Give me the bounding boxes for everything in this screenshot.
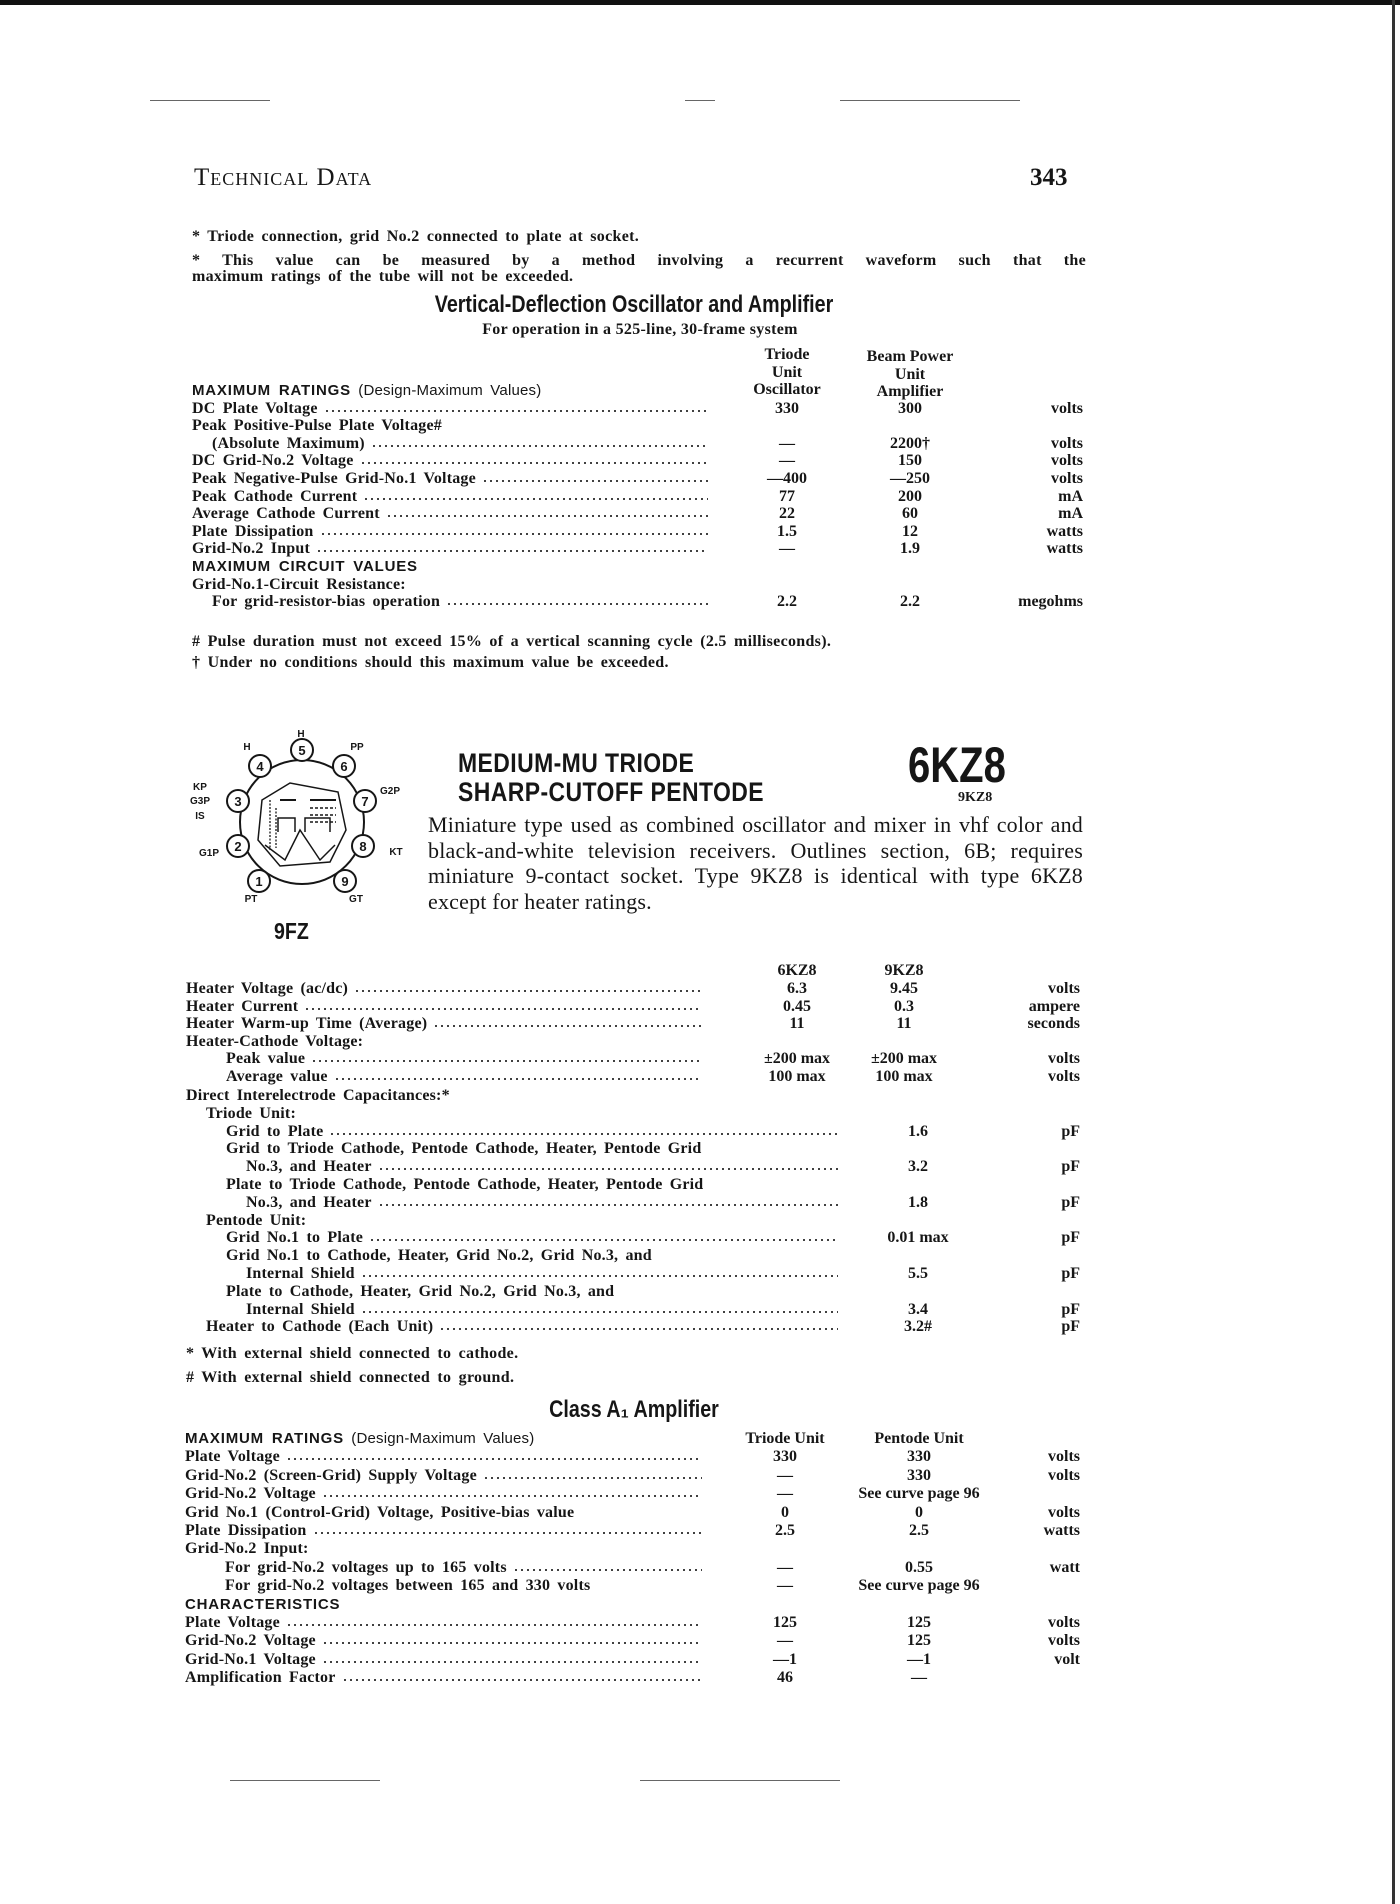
- footnote: * With external shield connected to cathode.: [186, 1345, 519, 1362]
- row-label-text: Grid to Triode Cathode, Pentode Cathode, Heater, Pentode Grid: [226, 1140, 702, 1158]
- column-header-triode-unit: Triode Unit: [745, 1430, 825, 1447]
- row-unit: pF: [1061, 1265, 1080, 1282]
- row-label: [185, 1430, 534, 1448]
- row-label-text: For grid-No.2 voltages up to 165 volts: [225, 1558, 507, 1576]
- table-row: [186, 1123, 1080, 1141]
- row-label-text: Heater-Cathode Voltage:: [186, 1032, 364, 1050]
- row-unit: pF: [1061, 1122, 1080, 1140]
- table-row: [186, 1283, 1080, 1301]
- row-unit: volt: [1054, 1650, 1080, 1668]
- dot-leader: [329, 1126, 838, 1136]
- row-value: 3.4: [908, 1300, 928, 1318]
- row-label-text: Peak Positive-Pulse Plate Voltage#: [192, 417, 442, 435]
- tube-alt-type: 9KZ8: [958, 790, 993, 805]
- row-value: 1.9: [900, 540, 920, 558]
- row-value: —: [779, 452, 795, 470]
- row-label-text: Heater Voltage (ac/dc): [186, 980, 349, 997]
- row-label-text: Grid-No.2 (Screen-Grid) Supply Voltage: [185, 1466, 477, 1484]
- pin-label: GT: [349, 894, 363, 905]
- row-value: 0: [915, 1503, 923, 1521]
- row-unit: mA: [1058, 487, 1083, 505]
- dot-leader: [378, 1161, 838, 1171]
- table-row: [185, 1632, 1080, 1650]
- dot-leader: [354, 983, 702, 993]
- row-value: ±200 max: [870, 1050, 938, 1068]
- row-value: 330: [907, 1466, 931, 1484]
- table-row: [185, 1614, 1080, 1632]
- row-value: —: [779, 434, 795, 452]
- row-unit: pF: [1061, 1229, 1080, 1247]
- dot-leader: [369, 1232, 838, 1242]
- footnote: * Triode connection, grid No.2 connected to plate at socket.: [192, 228, 640, 245]
- row-label-text: No.3, and Heater: [246, 1193, 372, 1211]
- row-label: [246, 1158, 838, 1176]
- pin-number: 5: [298, 743, 306, 758]
- row-label-text: Triode Unit:: [206, 1104, 296, 1122]
- pin-label: IS: [195, 811, 205, 822]
- row-label: [226, 1123, 838, 1141]
- row-label-text: Heater to Cathode (Each Unit): [206, 1318, 434, 1336]
- dot-leader: [361, 1304, 838, 1314]
- row-value: 11: [896, 1015, 912, 1033]
- table-row: [186, 1194, 1080, 1212]
- running-head: Technical Data: [194, 164, 373, 191]
- row-unit: pF: [1061, 1193, 1080, 1211]
- row-unit: volts: [1051, 452, 1083, 470]
- row-unit: volts: [1048, 980, 1080, 997]
- row-label-text: Grid-No.1 Voltage: [185, 1650, 316, 1668]
- row-value: 22: [779, 505, 795, 523]
- table-row: [186, 1158, 1080, 1176]
- row-label: [185, 1467, 702, 1485]
- row-value: 3.2: [908, 1158, 928, 1176]
- table-row: [186, 1229, 1080, 1247]
- row-value: 12: [902, 522, 918, 540]
- row-label-text: Amplification Factor: [185, 1669, 336, 1687]
- table-section-heading: [185, 1430, 1080, 1448]
- table-row: [185, 1504, 1080, 1522]
- row-label: [225, 1559, 702, 1577]
- table-row: [186, 1318, 1080, 1336]
- pin-label: H: [243, 742, 251, 753]
- row-value: 1.5: [777, 522, 797, 540]
- row-label-text: For grid-resistor-bias operation: [212, 593, 441, 611]
- row-value: 2.2: [777, 593, 797, 611]
- row-value: 100 max: [875, 1068, 933, 1085]
- row-label: [206, 1318, 838, 1336]
- dot-leader: [361, 1268, 838, 1278]
- row-label-text: (Absolute Maximum): [212, 434, 365, 452]
- row-label-text: Plate Dissipation: [192, 522, 314, 540]
- table-row: [186, 980, 1080, 998]
- row-value: —1: [907, 1650, 931, 1668]
- row-label: [206, 1212, 306, 1230]
- row-label: [226, 1050, 702, 1068]
- row-value: 11: [789, 1015, 805, 1033]
- row-label: [185, 1596, 340, 1614]
- row-unit: volts: [1048, 1614, 1080, 1631]
- footnote: † Under no conditions should this maximum value be exceeded.: [192, 654, 669, 671]
- row-value: 9.45: [890, 980, 918, 997]
- pin-number: 6: [340, 759, 348, 774]
- row-value: 2200†: [890, 434, 930, 452]
- table-row: [186, 1050, 1080, 1068]
- row-label: [226, 1247, 652, 1265]
- row-label: [186, 1015, 702, 1033]
- row-label: [185, 1632, 702, 1650]
- footnote: # Pulse duration must not exceed 15% of a vertical scanning cycle (2.5 milliseconds).: [192, 633, 832, 650]
- row-unit: volts: [1048, 1466, 1080, 1484]
- table-row: [185, 1448, 1080, 1466]
- row-label-text: Grid-No.2 Input: [192, 540, 311, 558]
- row-value: 46: [777, 1669, 793, 1687]
- row-label: [186, 1087, 450, 1105]
- table-row: [186, 1068, 1080, 1086]
- row-unit: volts: [1048, 1050, 1080, 1068]
- row-value: —: [777, 1577, 793, 1595]
- row-value: 60: [902, 505, 918, 523]
- table-row: [185, 1467, 1080, 1485]
- row-label: [185, 1504, 574, 1522]
- row-label-text: Grid-No.2 Input:: [185, 1540, 309, 1558]
- dot-leader: [483, 1470, 702, 1480]
- row-label: [186, 998, 702, 1016]
- row-label: [225, 1577, 590, 1595]
- row-unit: ampere: [1028, 997, 1080, 1015]
- row-label: [246, 1301, 838, 1319]
- row-unit: volts: [1048, 1503, 1080, 1521]
- tube-envelope: [240, 760, 367, 884]
- table-row: [186, 1140, 1080, 1158]
- pin-number: 1: [255, 874, 263, 889]
- row-label: [206, 1105, 296, 1123]
- table-row: [185, 1651, 1080, 1669]
- pin-label: PT: [244, 894, 258, 905]
- row-value: —: [777, 1558, 793, 1576]
- row-unit: volts: [1048, 1632, 1080, 1650]
- pin-label: G2P: [379, 786, 401, 797]
- row-label: [246, 1265, 838, 1283]
- dot-leader: [313, 1525, 702, 1535]
- dot-leader: [433, 1018, 702, 1028]
- row-label-text: For grid-No.2 voltages between 165 and 330 volts: [225, 1577, 591, 1595]
- row-label-suffix: (Design-Maximum Values): [343, 1430, 535, 1447]
- tube-title-line2: SHARP-CUTOFF PENTODE: [458, 777, 765, 807]
- pin-label: KP: [193, 782, 207, 793]
- row-label: [186, 980, 702, 998]
- column-header-line: Beam Power: [866, 348, 954, 365]
- row-unit: pF: [1061, 1318, 1080, 1336]
- row-value: 125: [907, 1632, 931, 1650]
- column-header-line: Triode: [764, 346, 810, 363]
- row-value: 6.3: [787, 980, 807, 997]
- pin-number: 9: [341, 874, 349, 889]
- row-label-text: Internal Shield: [246, 1300, 355, 1318]
- row-value: 77: [779, 487, 795, 505]
- footnote: * This value can be measured by a method involving a recurrent waveform such that the: [192, 252, 1086, 269]
- row-value: 1.8: [908, 1193, 928, 1211]
- row-label: [246, 1194, 838, 1212]
- table-row: [186, 1105, 1080, 1123]
- table-row: [186, 998, 1080, 1016]
- row-label-text: No.3, and Heater: [246, 1158, 372, 1176]
- row-value: 0.01 max: [887, 1229, 949, 1247]
- row-unit: volts: [1051, 399, 1083, 417]
- row-value: —400: [767, 470, 807, 487]
- row-value: 2.5: [909, 1522, 929, 1539]
- section-title: Class A₁ Amplifier: [549, 1396, 719, 1423]
- pin-label: G1P: [198, 848, 220, 859]
- row-unit: volts: [1048, 1448, 1080, 1466]
- row-value: 0.3: [894, 997, 914, 1015]
- pin-number: 7: [361, 794, 369, 809]
- table-row: [185, 1540, 1080, 1558]
- row-label-text: MAXIMUM RATINGS: [192, 382, 351, 399]
- table-row: [186, 1176, 1080, 1194]
- section-title: Vertical-Deflection Oscillator and Amplifier: [434, 291, 834, 318]
- row-value: 330: [775, 399, 799, 417]
- row-unit: volts: [1051, 434, 1083, 452]
- table-section-heading: [185, 1596, 1080, 1614]
- row-label-text: Grid-No.1-Circuit Resistance:: [192, 575, 406, 593]
- row-unit: seconds: [1027, 1015, 1080, 1033]
- row-label: [185, 1522, 702, 1540]
- footnote: maximum ratings of the tube will not be exceeded.: [192, 268, 574, 285]
- row-unit: volts: [1051, 470, 1083, 487]
- row-label: [226, 1283, 614, 1301]
- row-value: 0: [781, 1503, 789, 1521]
- column-header-6kz8: 6KZ8: [777, 962, 817, 979]
- row-label-text: Grid No.1 (Control-Grid) Voltage, Positive-bias value: [185, 1503, 575, 1521]
- row-value: 100 max: [768, 1068, 826, 1085]
- row-label-text: Direct Interelectrode Capacitances:*: [186, 1087, 450, 1104]
- pin-number: 2: [234, 839, 242, 854]
- pin-number: 4: [256, 759, 264, 774]
- row-label: [186, 1033, 363, 1051]
- tube-shield: [258, 783, 346, 866]
- row-label: [185, 1651, 702, 1669]
- row-label-text: Grid to Plate: [226, 1122, 324, 1140]
- dot-leader: [342, 1672, 702, 1682]
- row-label: [226, 1229, 838, 1247]
- row-label: [185, 1669, 702, 1687]
- row-unit: watts: [1043, 1522, 1080, 1539]
- row-label: [185, 1448, 702, 1466]
- tube-type: 6KZ8: [908, 737, 1006, 793]
- row-label-text: Pentode Unit:: [206, 1211, 307, 1229]
- row-label-text: Plate Voltage: [185, 1614, 280, 1631]
- row-label: [226, 1176, 703, 1194]
- row-label-text: Plate Dissipation: [185, 1522, 307, 1539]
- row-label: [226, 1068, 702, 1086]
- row-label-text: MAXIMUM CIRCUIT VALUES: [192, 558, 418, 575]
- pin-label: PP: [350, 742, 364, 753]
- row-label-text: Grid-No.2 Voltage: [185, 1632, 316, 1650]
- row-value: 200: [898, 487, 922, 505]
- dot-leader: [311, 1053, 702, 1063]
- row-label-text: Peak Negative-Pulse Grid-No.1 Voltage: [192, 470, 476, 487]
- row-label-text: Grid-No.2 Voltage: [185, 1485, 316, 1503]
- page-number: 343: [1030, 164, 1068, 191]
- column-header-line: Unit: [894, 365, 926, 383]
- dot-leader: [322, 1635, 702, 1645]
- column-header-9kz8: 9KZ8: [884, 962, 924, 979]
- row-value: 330: [907, 1448, 931, 1466]
- pin-number: 3: [234, 794, 242, 809]
- row-label: [185, 1485, 702, 1503]
- row-value: —: [777, 1485, 793, 1503]
- row-value: 3.2#: [904, 1318, 932, 1336]
- dot-leader: [322, 1488, 702, 1498]
- row-unit: pF: [1061, 1300, 1080, 1318]
- tube-title-line1: MEDIUM-MU TRIODE: [458, 748, 695, 778]
- row-label-text: Plate to Cathode, Heater, Grid No.2, Grid No.3, and: [226, 1282, 615, 1300]
- row-label: [185, 1614, 702, 1632]
- section-subtitle: For operation in a 525-line, 30-frame system: [482, 321, 798, 338]
- table-row: [186, 1087, 1080, 1105]
- row-value: —1: [773, 1650, 797, 1668]
- row-label-suffix: (Design-Maximum Values): [350, 382, 542, 399]
- table-row: [185, 1522, 1080, 1540]
- basing-code: 9FZ: [274, 918, 309, 944]
- row-value: 300: [898, 399, 922, 417]
- row-label-text: Peak value: [226, 1050, 306, 1068]
- row-label: [185, 1540, 309, 1558]
- row-label-text: Heater Current: [186, 997, 299, 1015]
- row-label-text: Grid No.1 to Cathode, Heater, Grid No.2, Grid No.3, and: [226, 1247, 652, 1265]
- table-row: [186, 1301, 1080, 1319]
- pin-label: H: [297, 729, 305, 740]
- row-unit: pF: [1061, 1158, 1080, 1176]
- row-value: ±200 max: [763, 1050, 831, 1068]
- dot-leader: [439, 1321, 838, 1331]
- row-value: 330: [773, 1448, 797, 1466]
- table-row: [186, 1212, 1080, 1230]
- row-value: 125: [907, 1614, 931, 1631]
- row-value: 2.2: [900, 593, 920, 611]
- dot-leader: [513, 1562, 702, 1572]
- table-row: [186, 1015, 1080, 1033]
- row-unit: megohms: [1018, 593, 1083, 611]
- dot-leader: [378, 1197, 838, 1207]
- dot-leader: [286, 1451, 702, 1461]
- row-value: —250: [890, 470, 930, 487]
- row-unit: watts: [1046, 522, 1083, 540]
- row-value: 1.6: [908, 1122, 928, 1140]
- row-label-text: CHARACTERISTICS: [185, 1595, 341, 1613]
- table-row: [185, 1485, 1080, 1503]
- row-value: See curve page 96: [858, 1577, 980, 1595]
- row-label-text: MAXIMUM RATINGS: [185, 1430, 344, 1447]
- table-row: [186, 1033, 1080, 1051]
- table-row: [186, 1265, 1080, 1283]
- row-value: 5.5: [908, 1265, 928, 1282]
- row-value: See curve page 96: [858, 1485, 980, 1503]
- row-label-text: Average Cathode Current: [192, 505, 380, 523]
- table-row: [185, 1669, 1080, 1687]
- row-value: 0.45: [783, 997, 811, 1015]
- table-row: [185, 1559, 1080, 1577]
- column-header-line: Amplifier: [876, 383, 944, 401]
- row-unit: watt: [1049, 1558, 1080, 1576]
- column-header-line: Oscillator: [753, 381, 821, 399]
- row-label-text: Grid No.1 to Plate: [226, 1229, 364, 1247]
- row-label-text: Plate Voltage: [185, 1448, 280, 1466]
- pin-number: 8: [359, 839, 367, 854]
- row-label-text: DC Plate Voltage: [192, 399, 318, 417]
- row-label-text: DC Grid-No.2 Voltage: [192, 452, 354, 470]
- row-value: 125: [773, 1614, 797, 1631]
- row-label-text: Internal Shield: [246, 1265, 355, 1282]
- column-header-pentode-unit: Pentode Unit: [874, 1430, 964, 1447]
- table-row: [185, 1577, 1080, 1595]
- pin-label: KT: [389, 847, 403, 858]
- row-value: —: [777, 1632, 793, 1650]
- dot-leader: [322, 1654, 702, 1664]
- row-value: —: [779, 540, 795, 558]
- footnote: # With external shield connected to ground.: [186, 1369, 515, 1386]
- column-header-line: Unit: [771, 363, 803, 381]
- row-value: 150: [898, 452, 922, 470]
- pin-label: G3P: [189, 796, 211, 807]
- row-value: —: [911, 1669, 927, 1687]
- row-label-text: Peak Cathode Current: [192, 487, 358, 505]
- table-row: [186, 1247, 1080, 1265]
- row-unit: volts: [1048, 1068, 1080, 1085]
- row-value: 2.5: [775, 1522, 795, 1539]
- dot-leader: [334, 1071, 702, 1081]
- row-label-text: Heater Warm-up Time (Average): [186, 1015, 428, 1033]
- row-value: 0.55: [905, 1558, 933, 1576]
- row-value: —: [777, 1466, 793, 1484]
- row-label-text: Plate to Triode Cathode, Pentode Cathode, Heater, Pentode Grid: [226, 1176, 704, 1193]
- tube-description: Miniature type used as combined oscillator and mixer in vhf color and black-and-white television receivers. Outlines section, 6B; requires miniature 9-contact socket. Type 9KZ8 is identical with type 6KZ8 except for heater ratings.: [428, 812, 1083, 914]
- row-label: [226, 1140, 701, 1158]
- dot-leader: [304, 1001, 702, 1011]
- row-unit: watts: [1046, 540, 1083, 558]
- dot-leader: [286, 1617, 702, 1627]
- row-label-text: Average value: [226, 1068, 328, 1085]
- row-unit: mA: [1058, 505, 1083, 523]
